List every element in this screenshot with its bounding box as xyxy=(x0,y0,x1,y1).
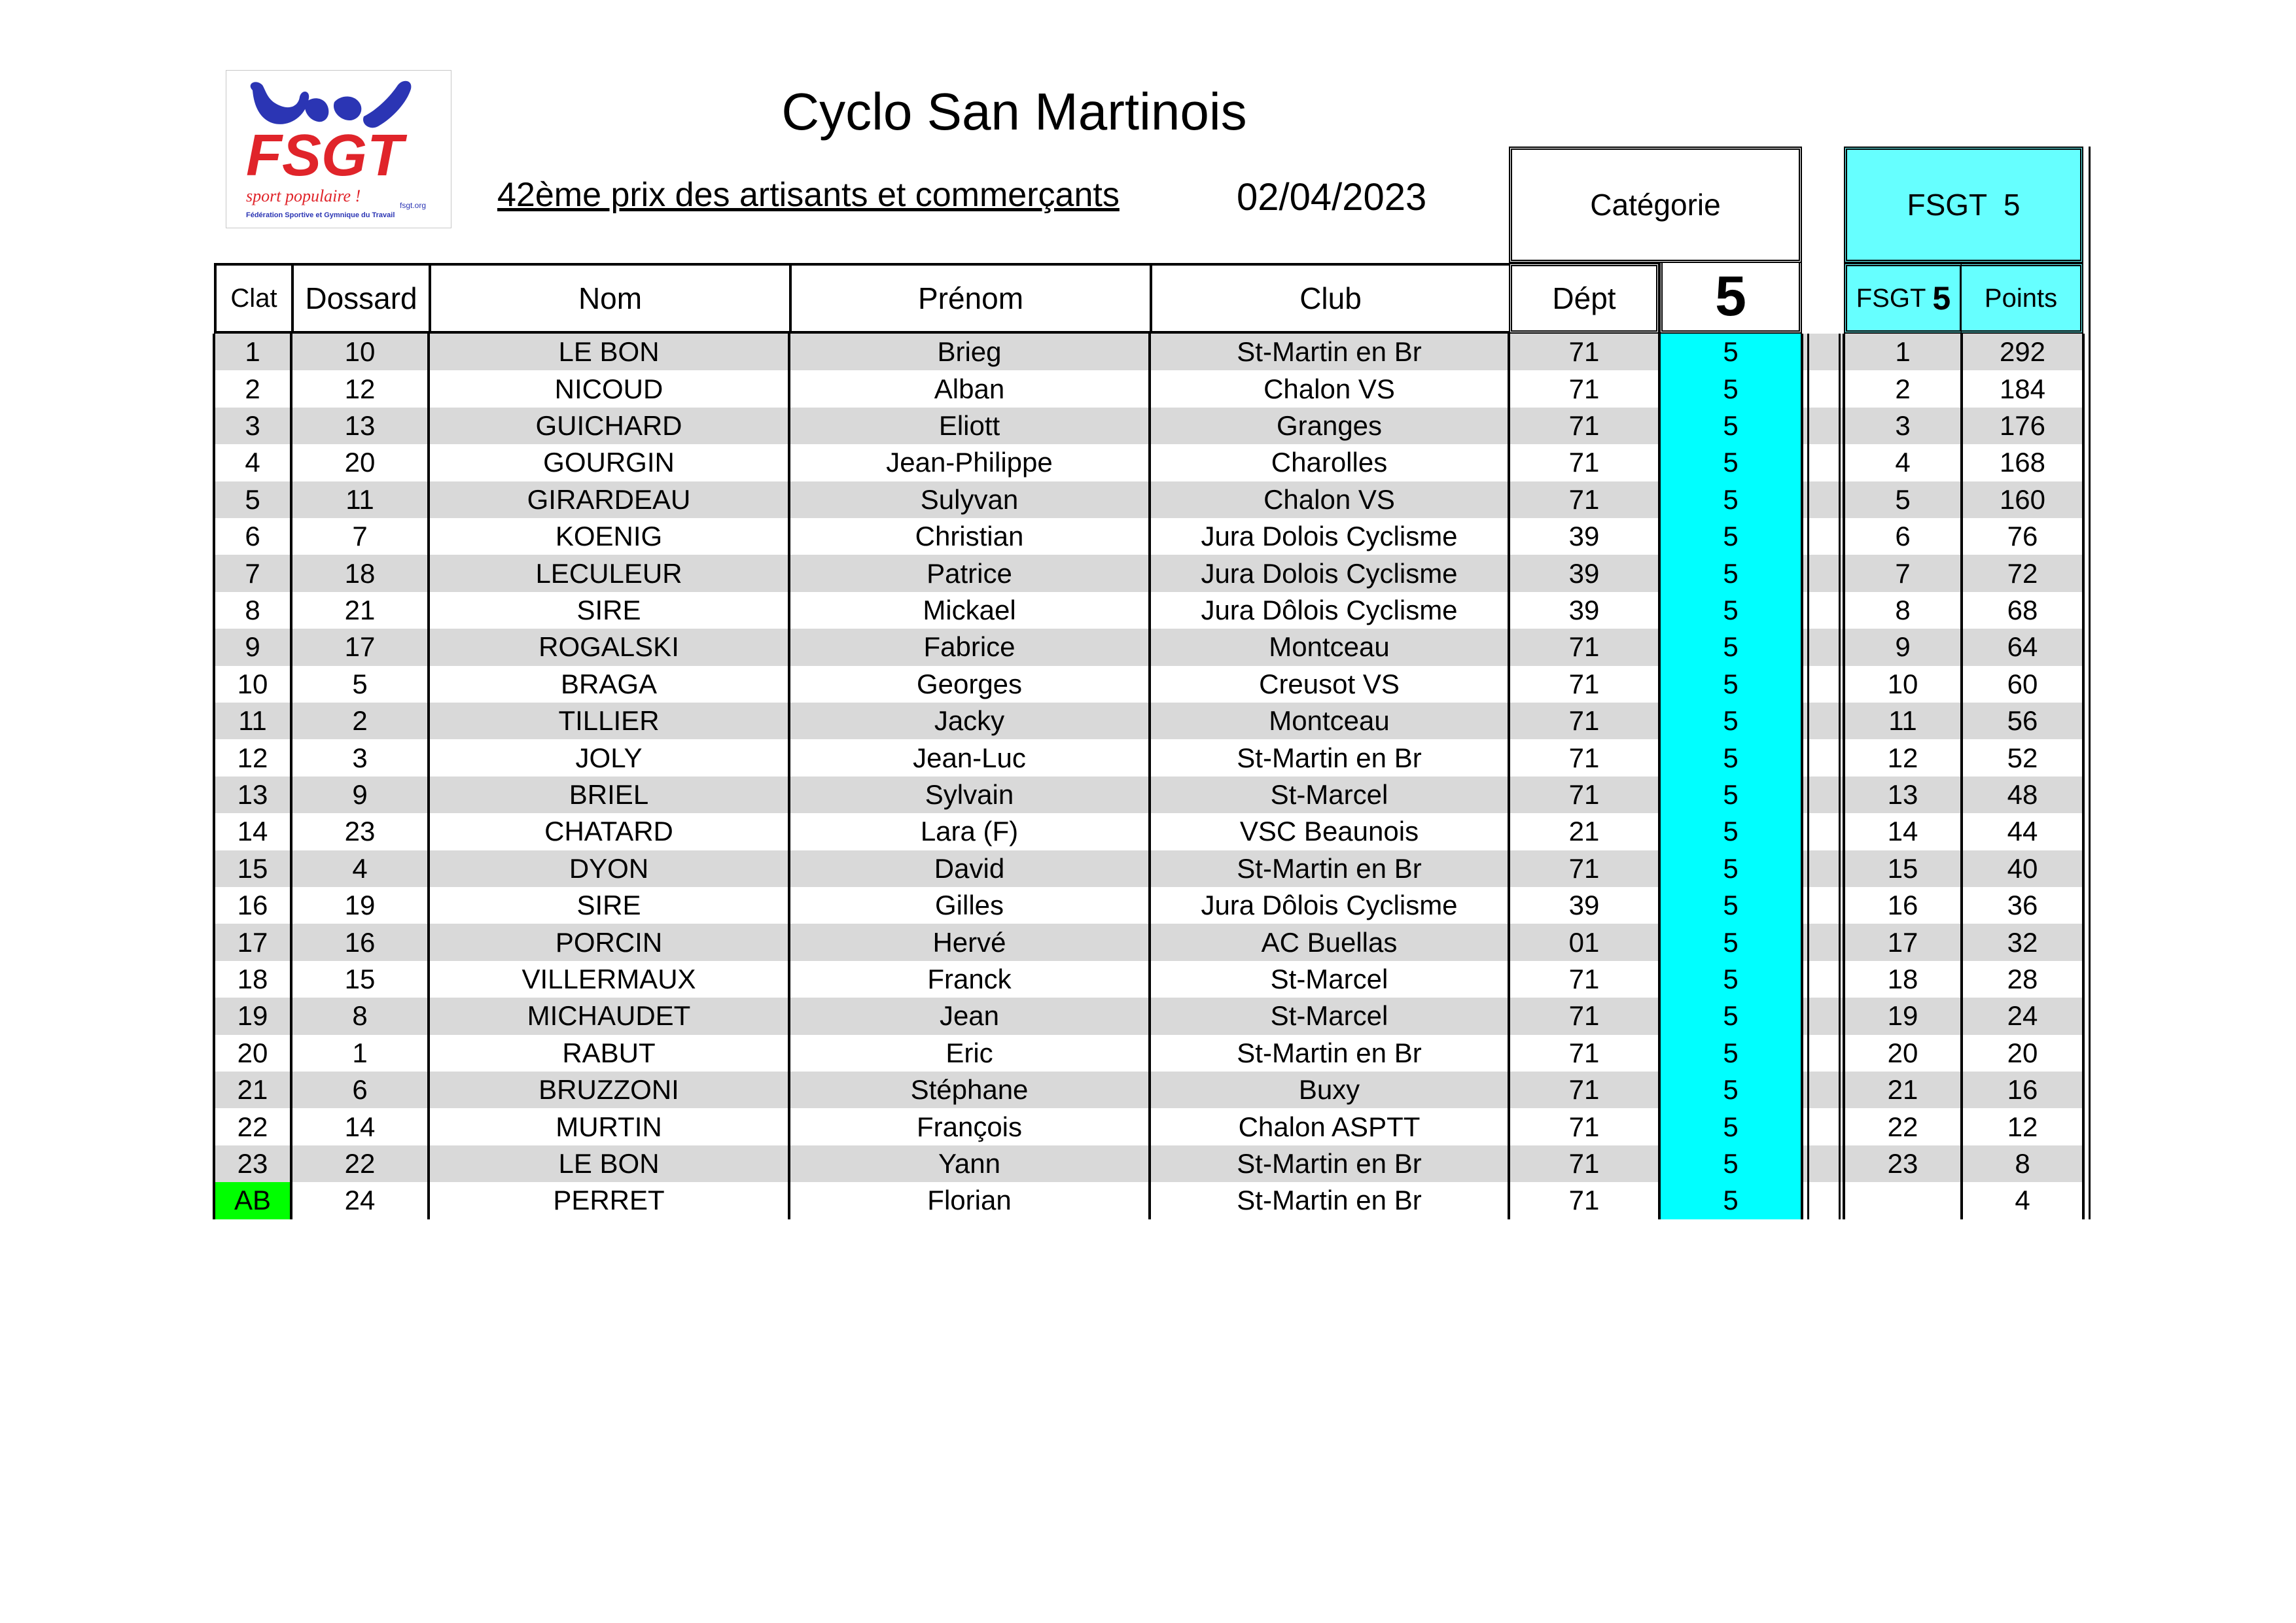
cell-points: 32 xyxy=(2007,926,2038,958)
cell-fsgt: 21 xyxy=(1887,1074,1918,1106)
cell-fsgt: 20 xyxy=(1887,1037,1918,1068)
cell-club: Jura Dolois Cyclisme xyxy=(1201,521,1458,552)
cell-cat: 5 xyxy=(1723,521,1739,552)
cell-dept: 71 xyxy=(1568,410,1600,441)
cell-dossard: 24 xyxy=(344,1185,376,1216)
cell-cat: 5 xyxy=(1723,1147,1739,1179)
cell-points: 16 xyxy=(2007,1074,2038,1106)
cell-club: Creusot VS xyxy=(1259,668,1400,699)
cell-dept: 71 xyxy=(1568,1074,1600,1106)
header-points: Points xyxy=(1962,263,2083,334)
cell-dossard: 19 xyxy=(344,890,376,921)
cell-club: AC Buellas xyxy=(1261,926,1398,958)
cell-prenom: Jean-Philippe xyxy=(886,447,1053,478)
cell-points: 76 xyxy=(2007,521,2038,552)
cell-prenom: Hervé xyxy=(932,926,1006,958)
cell-dept: 71 xyxy=(1568,631,1600,663)
cell-cat: 5 xyxy=(1723,890,1739,921)
header-prenom: Prénom xyxy=(789,263,1150,334)
cell-prenom: Eliott xyxy=(938,410,1000,441)
double-divider xyxy=(1839,334,1841,1219)
cell-nom: VILLERMAUX xyxy=(521,963,696,994)
cell-nom: LECULEUR xyxy=(535,557,682,589)
cell-nom: NICOUD xyxy=(554,373,663,404)
cell-clat: 7 xyxy=(245,557,260,589)
header-fsgt-rank: FSGT 5 xyxy=(1844,263,1962,334)
cell-points: 292 xyxy=(1999,336,2046,368)
cell-clat: 17 xyxy=(237,926,268,958)
header-club: Club xyxy=(1150,263,1509,334)
cell-cat: 5 xyxy=(1723,594,1739,625)
cell-cat: 5 xyxy=(1723,410,1739,441)
logo-url: fsgt.org xyxy=(400,201,427,210)
cell-nom: TILLIER xyxy=(558,705,660,737)
cell-dept: 71 xyxy=(1568,742,1600,773)
cell-clat: 23 xyxy=(237,1147,268,1179)
cell-clat: 13 xyxy=(237,778,268,810)
cell-points: 72 xyxy=(2007,557,2038,589)
cell-dept: 71 xyxy=(1568,483,1600,515)
cell-club: Jura Dôlois Cyclisme xyxy=(1201,594,1458,625)
cell-points: 168 xyxy=(1999,447,2046,478)
cell-points: 28 xyxy=(2007,963,2038,994)
cell-club: Jura Dolois Cyclisme xyxy=(1201,557,1458,589)
cell-cat: 5 xyxy=(1723,926,1739,958)
column-divider xyxy=(1508,334,1510,1219)
cell-dept: 21 xyxy=(1568,816,1600,847)
cell-fsgt: 13 xyxy=(1887,778,1918,810)
cell-clat: 14 xyxy=(237,816,268,847)
cell-points: 24 xyxy=(2007,1000,2038,1032)
cell-points: 36 xyxy=(2007,890,2038,921)
cell-points: 8 xyxy=(2015,1147,2030,1179)
cell-cat: 5 xyxy=(1723,963,1739,994)
cell-club: St-Martin en Br xyxy=(1237,1037,1422,1068)
logo-tagline: sport populaire ! xyxy=(246,186,361,205)
cell-prenom: Lara (F) xyxy=(920,816,1019,847)
column-divider xyxy=(2082,334,2085,1219)
cell-fsgt xyxy=(1844,1182,1962,1219)
cell-cat: 5 xyxy=(1723,1185,1739,1216)
cell-prenom: Christian xyxy=(915,521,1024,552)
cell-cat: 5 xyxy=(1723,778,1739,810)
cell-nom: PERRET xyxy=(553,1185,665,1216)
cell-dept: 71 xyxy=(1568,668,1600,699)
cell-dossard: 9 xyxy=(352,778,368,810)
cell-points: 56 xyxy=(2007,705,2038,737)
category-label-box xyxy=(1509,147,1802,263)
cell-club: St-Martin en Br xyxy=(1237,1185,1422,1216)
cell-points: 20 xyxy=(2007,1037,2038,1068)
cell-fsgt: 7 xyxy=(1895,557,1911,589)
header-dept: Dépt xyxy=(1509,263,1659,334)
cell-points: 44 xyxy=(2007,816,2038,847)
logo-footer: Fédération Sportive et Gymnique du Travail xyxy=(246,211,395,219)
cell-cat: 5 xyxy=(1723,447,1739,478)
cell-cat: 5 xyxy=(1723,816,1739,847)
cell-club: Chalon VS xyxy=(1263,373,1395,404)
cell-points: 184 xyxy=(1999,373,2046,404)
cell-nom: JOLY xyxy=(575,742,643,773)
column-divider xyxy=(788,334,790,1219)
cell-dossard: 18 xyxy=(344,557,376,589)
cell-nom: MURTIN xyxy=(556,1111,662,1142)
cell-clat: 15 xyxy=(237,852,268,884)
cell-fsgt: 4 xyxy=(1895,447,1911,478)
cell-nom: DYON xyxy=(569,852,649,884)
cell-prenom: Eric xyxy=(945,1037,993,1068)
cell-fsgt: 2 xyxy=(1895,373,1911,404)
cell-clat: 3 xyxy=(245,410,260,441)
cell-dept: 71 xyxy=(1568,447,1600,478)
cell-prenom: Stéphane xyxy=(910,1074,1029,1106)
column-divider xyxy=(1843,334,1845,1219)
cell-dossard: 22 xyxy=(344,1147,376,1179)
cell-fsgt: 23 xyxy=(1887,1147,1918,1179)
cell-clat: 12 xyxy=(237,742,268,773)
cell-cat: 5 xyxy=(1723,557,1739,589)
cell-nom: KOENIG xyxy=(555,521,663,552)
cell-prenom: Yann xyxy=(938,1147,1000,1179)
cell-points: 176 xyxy=(1999,410,2046,441)
cell-club: Chalon VS xyxy=(1263,483,1395,515)
cell-dossard: 21 xyxy=(344,594,376,625)
column-divider xyxy=(1801,334,1803,1219)
cell-dossard: 20 xyxy=(344,447,376,478)
cell-dept: 71 xyxy=(1568,778,1600,810)
cell-dept: 71 xyxy=(1568,852,1600,884)
cell-dossard: 6 xyxy=(352,1074,368,1106)
race-date: 02/04/2023 xyxy=(1237,176,1427,218)
cell-points: 40 xyxy=(2007,852,2038,884)
cell-fsgt: 18 xyxy=(1887,963,1918,994)
column-divider xyxy=(427,334,430,1219)
logo-wordmark: FSGT xyxy=(246,123,403,188)
cell-nom: LE BON xyxy=(558,1147,660,1179)
cell-points: 12 xyxy=(2007,1111,2038,1142)
cell-club: St-Martin en Br xyxy=(1237,852,1422,884)
header-nom: Nom xyxy=(429,263,789,334)
cell-points: 160 xyxy=(1999,483,2046,515)
cell-dossard: 10 xyxy=(344,336,376,368)
category-label: Catégorie xyxy=(1590,188,1721,222)
cell-points: 52 xyxy=(2007,742,2038,773)
cell-cat: 5 xyxy=(1723,742,1739,773)
cell-clat: 4 xyxy=(245,447,260,478)
cell-points: 4 xyxy=(2015,1185,2030,1216)
cell-prenom: Brieg xyxy=(937,336,1002,368)
cell-dossard: 16 xyxy=(344,926,376,958)
cell-clat: 21 xyxy=(237,1074,268,1106)
cell-prenom: Jean-Luc xyxy=(913,742,1026,773)
cell-clat: 10 xyxy=(237,668,268,699)
cell-fsgt: 11 xyxy=(1888,705,1917,737)
cell-cat: 5 xyxy=(1723,1074,1739,1106)
cell-prenom: Sulyvan xyxy=(920,483,1019,515)
cell-dossard: 13 xyxy=(344,410,376,441)
cell-dossard: 4 xyxy=(352,852,368,884)
cell-club: St-Marcel xyxy=(1270,778,1388,810)
cell-fsgt: 22 xyxy=(1887,1111,1918,1142)
cell-nom: SIRE xyxy=(576,594,641,625)
cell-club: Montceau xyxy=(1269,705,1390,737)
cell-points: 64 xyxy=(2007,631,2038,663)
cell-prenom: Franck xyxy=(927,963,1012,994)
cell-dossard: 3 xyxy=(352,742,368,773)
cell-points: 48 xyxy=(2007,778,2038,810)
cell-cat: 5 xyxy=(1723,483,1739,515)
cell-clat: 19 xyxy=(237,1000,268,1032)
cell-dept: 39 xyxy=(1568,594,1600,625)
cell-dept: 71 xyxy=(1568,373,1600,404)
cell-clat: 1 xyxy=(245,336,260,368)
category-value: 5 xyxy=(1659,263,1802,334)
cell-nom: CHATARD xyxy=(544,816,673,847)
cell-club: St-Martin en Br xyxy=(1237,742,1422,773)
cell-club: Chalon ASPTT xyxy=(1238,1111,1421,1142)
cell-dept: 71 xyxy=(1568,1037,1600,1068)
cell-club: St-Martin en Br xyxy=(1237,1147,1422,1179)
cell-fsgt: 17 xyxy=(1887,926,1918,958)
cell-club: Buxy xyxy=(1298,1074,1360,1106)
header-dossard: Dossard xyxy=(291,263,429,334)
cell-cat: 5 xyxy=(1723,705,1739,737)
cell-dept: 71 xyxy=(1568,336,1600,368)
fsgt-category-box xyxy=(1844,147,2083,263)
cell-cat: 5 xyxy=(1723,668,1739,699)
cell-club: Granges xyxy=(1276,410,1383,441)
cell-dept: 39 xyxy=(1568,521,1600,552)
cell-nom: BRUZZONI xyxy=(539,1074,679,1106)
cell-dept: 71 xyxy=(1568,963,1600,994)
cell-clat: 2 xyxy=(245,373,260,404)
cell-club: Jura Dôlois Cyclisme xyxy=(1201,890,1458,921)
cell-clat: 6 xyxy=(245,521,260,552)
cell-fsgt: 3 xyxy=(1895,410,1911,441)
cell-fsgt: 15 xyxy=(1887,852,1918,884)
cell-dept: 71 xyxy=(1568,1000,1600,1032)
cell-nom: RABUT xyxy=(562,1037,656,1068)
cell-nom: BRAGA xyxy=(560,668,658,699)
column-divider xyxy=(1148,334,1151,1219)
header-clat: Clat xyxy=(214,263,291,334)
cell-nom: PORCIN xyxy=(555,926,663,958)
cell-dept: 71 xyxy=(1568,1111,1600,1142)
cell-club: VSC Beaunois xyxy=(1239,816,1419,847)
cell-fsgt: 6 xyxy=(1895,521,1911,552)
cell-clat: 20 xyxy=(237,1037,268,1068)
cell-fsgt: 12 xyxy=(1887,742,1918,773)
cell-prenom: Mickael xyxy=(923,594,1016,625)
cell-dossard: 5 xyxy=(352,668,368,699)
cell-fsgt: 8 xyxy=(1895,594,1911,625)
cell-fsgt: 9 xyxy=(1895,631,1911,663)
cell-dept: 39 xyxy=(1568,557,1600,589)
cell-dossard: 2 xyxy=(352,705,368,737)
cell-prenom: Gilles xyxy=(934,890,1004,921)
cell-dossard: 15 xyxy=(344,963,376,994)
column-divider xyxy=(1658,334,1661,1219)
cell-cat: 5 xyxy=(1723,852,1739,884)
cell-dept: 39 xyxy=(1568,890,1600,921)
cell-dossard: 23 xyxy=(344,816,376,847)
cell-points: 68 xyxy=(2007,594,2038,625)
cell-club: St-Marcel xyxy=(1270,1000,1388,1032)
cell-cat: 5 xyxy=(1723,1037,1739,1068)
cell-points: 60 xyxy=(2007,668,2038,699)
cell-cat: 5 xyxy=(1723,336,1739,368)
cell-nom: ROGALSKI xyxy=(539,631,679,663)
cell-nom: GOURGIN xyxy=(543,447,675,478)
cell-nom: LE BON xyxy=(558,336,660,368)
cell-clat: 18 xyxy=(237,963,268,994)
cell-clat: 5 xyxy=(245,483,260,515)
cell-prenom: Alban xyxy=(934,373,1005,404)
cell-dept: 71 xyxy=(1568,1147,1600,1179)
cell-cat: 5 xyxy=(1723,631,1739,663)
cell-dept: 71 xyxy=(1568,1185,1600,1216)
cell-fsgt: 10 xyxy=(1887,668,1918,699)
cell-dept: 01 xyxy=(1568,926,1600,958)
column-divider xyxy=(213,334,215,1219)
cell-nom: GIRARDEAU xyxy=(527,483,691,515)
cell-clat: 22 xyxy=(237,1111,268,1142)
cell-cat: 5 xyxy=(1723,373,1739,404)
cell-prenom: Jean xyxy=(939,1000,1000,1032)
cell-prenom: David xyxy=(934,852,1005,884)
cell-nom: BRIEL xyxy=(569,778,649,810)
cell-dossard: 8 xyxy=(352,1000,368,1032)
cell-clat: AB xyxy=(214,1182,291,1219)
cell-club: St-Marcel xyxy=(1270,963,1388,994)
cell-clat: 8 xyxy=(245,594,260,625)
cell-prenom: Patrice xyxy=(927,557,1012,589)
cell-dossard: 1 xyxy=(352,1037,368,1068)
fsgt-category-label: FSGT 5 xyxy=(1907,188,2021,222)
cell-club: Charolles xyxy=(1271,447,1388,478)
cell-cat: 5 xyxy=(1723,1111,1739,1142)
cell-club: St-Martin en Br xyxy=(1237,336,1422,368)
cell-nom: SIRE xyxy=(576,890,641,921)
cell-prenom: Fabrice xyxy=(923,631,1016,663)
cell-dossard: 14 xyxy=(344,1111,376,1142)
cell-prenom: Jacky xyxy=(934,705,1005,737)
double-divider xyxy=(2089,147,2091,1219)
cell-dossard: 7 xyxy=(352,521,368,552)
cell-nom: MICHAUDET xyxy=(527,1000,691,1032)
cell-prenom: Sylvain xyxy=(925,778,1014,810)
cell-fsgt: 1 xyxy=(1895,336,1911,368)
cell-fsgt: 16 xyxy=(1887,890,1918,921)
cell-fsgt: 19 xyxy=(1887,1000,1918,1032)
cell-prenom: Florian xyxy=(927,1185,1012,1216)
page-title: Cyclo San Martinois xyxy=(781,82,1247,141)
cell-fsgt: 14 xyxy=(1887,816,1918,847)
cell-dossard: 12 xyxy=(344,373,376,404)
column-divider xyxy=(1960,334,1963,1219)
cell-prenom: François xyxy=(916,1111,1023,1142)
cell-club: Montceau xyxy=(1269,631,1390,663)
cell-clat: 9 xyxy=(245,631,260,663)
column-divider xyxy=(290,334,292,1219)
cell-dossard: 17 xyxy=(344,631,376,663)
double-divider xyxy=(1807,334,1809,1219)
cell-prenom: Georges xyxy=(916,668,1023,699)
race-subtitle: 42ème prix des artisants et commerçants xyxy=(497,176,1120,214)
cell-cat: 5 xyxy=(1723,1000,1739,1032)
cell-clat: 16 xyxy=(237,890,268,921)
cell-dossard: 11 xyxy=(345,483,374,515)
cell-nom: GUICHARD xyxy=(535,410,682,441)
cell-dept: 71 xyxy=(1568,705,1600,737)
cell-clat: 11 xyxy=(238,705,267,737)
cell-fsgt: 5 xyxy=(1895,483,1911,515)
